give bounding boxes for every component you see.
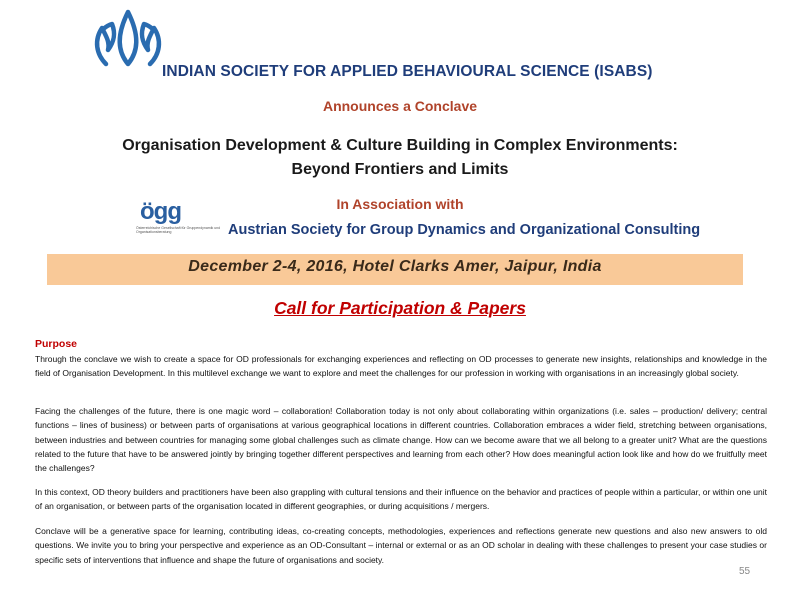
austrian-society-name: Austrian Society for Group Dynamics and Organizational Consulting [228, 222, 701, 238]
call-for-papers-heading: Call for Participation & Papers [274, 298, 526, 318]
conference-title-line1: Organisation Development & Culture Building in Complex Environments: [122, 137, 678, 154]
association-text: In Association with [336, 196, 464, 212]
announce-text: Announces a Conclave [322, 98, 478, 114]
purpose-paragraph-3: In this context, OD theory builders and practitioners have been also grappling with cultural tensions and their influence on the behavior and practices of people within a particular, or within one unit of an organisation, or between parts of the organisation located in different geographies, or during acquisitions / mergers. [35, 487, 767, 512]
purpose-heading: Purpose [35, 338, 78, 350]
conference-title-line2: Beyond Frontiers and Limits [291, 161, 509, 178]
page-number: 55 [739, 566, 751, 577]
conference-title [0, 134, 800, 182]
purpose-paragraph-1: Through the conclave we wish to create a space for OD professionals for exchanging experiences and reflecting on OD processes to generate new insights, relationships and knowledge in the field of Organisation Development. In this multilevel exchange we want to explore and meet the challenges for our profession in working with organisations in an increasingly global society. [35, 354, 767, 379]
date-venue: December 2-4, 2016, Hotel Clarks Amer, Jaipur, India [188, 258, 602, 275]
oggo-logo-icon: ögg [140, 198, 181, 225]
isabs-logo-icon [92, 6, 164, 68]
purpose-paragraph-2: Facing the challenges of the future, there is one magic word – collaboration! Collaboration today is not only about collaborating within organizations (i.e. sales – production/ delivery; central functions – lines of business) or between parts of organisations at various geographical locations in different countries. Collaboration embraces a wider field, stretching between organisations, between industries and between countries for managing some global challenges such as climate change. How can we become aware that we all belong to a greater unit? What are the questions related to the future that have to be answered jointly by bringing together different perspectives and learning from each other? How does meaningful action look like and how do we fruitfully meet the challenges? [35, 406, 767, 474]
purpose-paragraph-4: Conclave will be a generative space for learning, contributing ideas, co-creating concepts, methodologies, experiences and reflections generate new questions and also new answers to old questions. We invite you to bring your perspective and experience as an OD-Consultant – internal or external or as an OD scholar in dealing with these challenges to present your case studies or specific sets of interventions that influence and shape the future of organisations and society. [35, 526, 767, 565]
org-title: INDIAN SOCIETY FOR APPLIED BEHAVIOURAL SCIENCE (ISABS) [162, 63, 653, 80]
oggo-logo-subtext: Österreichische Gesellschaft für Gruppendynamik und Organisationsberatung [136, 226, 221, 234]
